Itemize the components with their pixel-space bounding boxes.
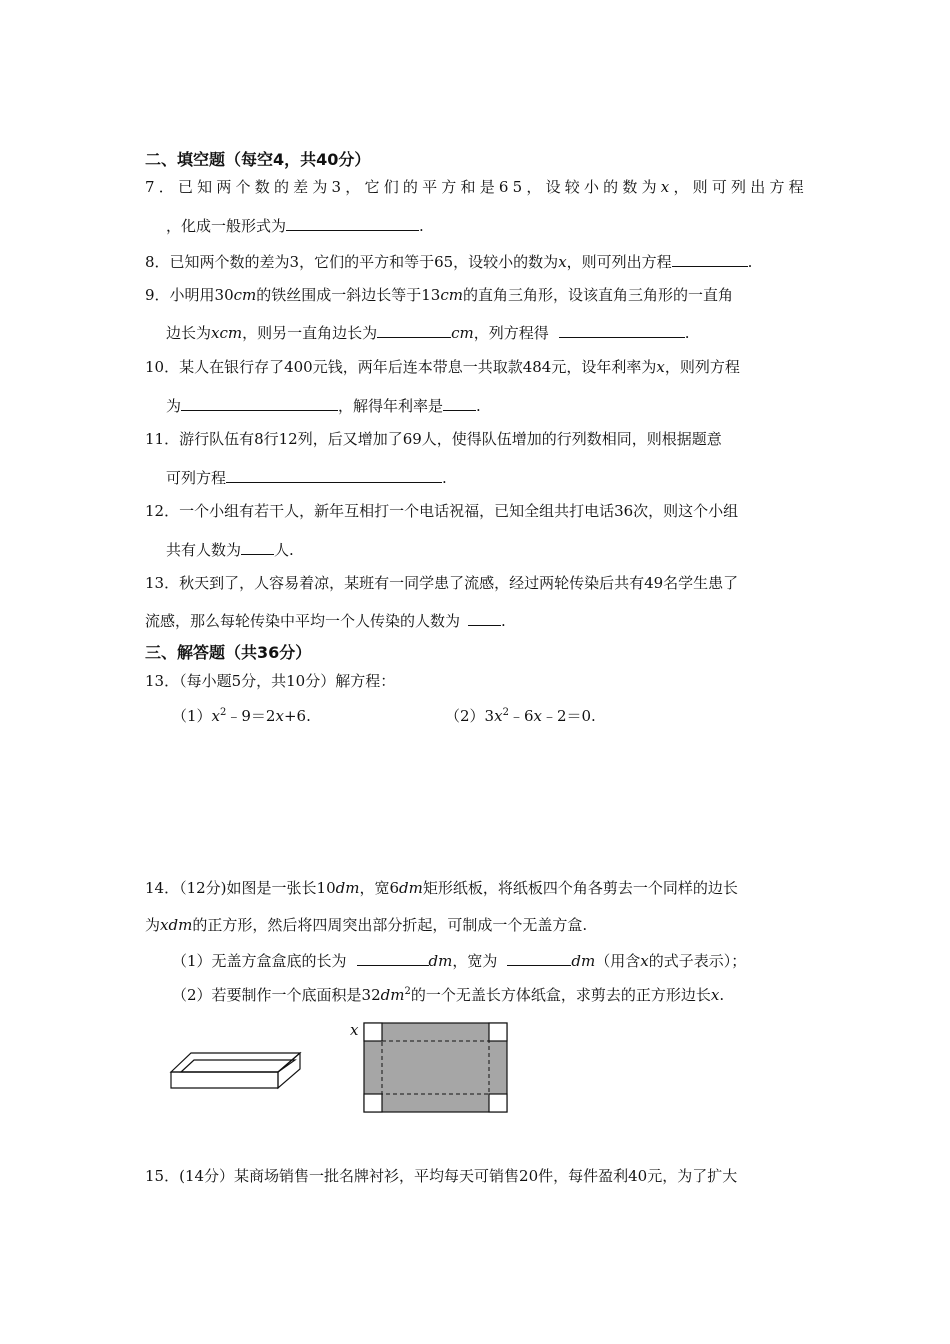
- answer-blank[interactable]: [226, 467, 442, 483]
- question-10-line-2: 为 ，解得年利率是 .: [166, 397, 481, 415]
- question-14-part-2: （2）若要制作一个底面积是$32dm^2$的一个无盖长方体纸盒，求剪去的正方形边长x.: [172, 986, 725, 1004]
- question-7-line-1: 7．已知两个数的差为3，它们的平方和是65，设较小的数为x，则可列出方程: [145, 178, 808, 196]
- question-12-line-1: 12．一个小组有若干人，新年互相打一个电话祝福，已知全组共打电话36次，则这个小组: [145, 502, 739, 520]
- question-13-line-2: 流感，那么每轮传染中平均一个人传染的人数为 .: [145, 612, 506, 630]
- question-7-line-2: ，化成一般形式为 .: [166, 217, 424, 235]
- question-15-line-1: 15．(14分）某商场销售一批名牌衬衫，平均每天可销售20件，每件盈利40元，为了扩大: [145, 1167, 738, 1185]
- box-front-face: [171, 1072, 278, 1088]
- question-8: 8．已知两个数的差为3，它们的平方和等于65，设较小的数为x，则可列出方程 .: [145, 253, 753, 271]
- question-14-line-2: 为xdm的正方形，然后将四周突出部分折起，可制成一个无盖方盒.: [145, 916, 588, 934]
- answer-blank[interactable]: [181, 395, 338, 411]
- question-9-line-2: 边长为xcm，则另一直角边长为 cm，列方程得 .: [166, 324, 690, 342]
- solve-question-13-title: 13．（每小题5分，共10分）解方程：: [145, 672, 396, 690]
- question-10-line-1: 10．某人在银行存了400元钱，两年后连本带息一共取款484元，设年利率为x，则列方程: [145, 358, 740, 376]
- x-label: x: [350, 1021, 359, 1039]
- answer-blank[interactable]: [377, 322, 451, 338]
- box-side-face: [278, 1053, 300, 1088]
- section-3-heading: 三、解答题（共36分）: [145, 643, 312, 662]
- answer-blank[interactable]: [357, 950, 429, 966]
- cardboard-figure: [363, 1022, 509, 1114]
- box-inner-rim: [181, 1060, 295, 1072]
- answer-blank[interactable]: [507, 950, 571, 966]
- question-11-line-2: 可列方程 .: [166, 469, 447, 487]
- question-14-line-1: 14．（12分)如图是一张长10dm，宽6dm矩形纸板，将纸板四个角各剪去一个同样的边长: [145, 879, 738, 897]
- question-11-line-1: 11．游行队伍有8行12列，后又增加了69人，使得队伍增加的行列数相同，则根据题意: [145, 430, 722, 448]
- question-9-line-1: 9．小明用30cm的铁丝围成一斜边长等于13cm的直角三角形，设该直角三角形的一直角: [145, 286, 733, 304]
- question-13-line-1: 13．秋天到了，人容易着凉，某班有一同学患了流感，经过两轮传染后共有49名学生患了: [145, 574, 739, 592]
- equation-1: $(1)x^2﹣9=2x+6$.: [172, 707, 311, 725]
- question-12-line-2: 共有人数为 人.: [166, 541, 294, 559]
- answer-blank[interactable]: [443, 395, 476, 411]
- answer-blank[interactable]: [672, 251, 748, 267]
- answer-blank[interactable]: [241, 539, 274, 555]
- open-box-figure: [168, 1050, 303, 1092]
- section-2-heading: 二、填空题（每空4，共40分）: [145, 150, 371, 169]
- answer-blank[interactable]: [286, 215, 419, 231]
- answer-blank[interactable]: [468, 610, 501, 626]
- corner-square-top-right: [489, 1023, 507, 1041]
- equation-2: $(2)3x^2﹣6x﹣2=0$.: [445, 707, 596, 725]
- corner-square-bottom-left: [364, 1094, 382, 1112]
- cardboard-sheet: [364, 1023, 507, 1112]
- corner-square-top-left: [364, 1023, 382, 1041]
- question-14-part-1: （1）无盖方盒盒底的长为 dm，宽为 dm（用含x的式子表示）；: [172, 952, 747, 970]
- corner-square-bottom-right: [489, 1094, 507, 1112]
- answer-blank[interactable]: [559, 322, 685, 338]
